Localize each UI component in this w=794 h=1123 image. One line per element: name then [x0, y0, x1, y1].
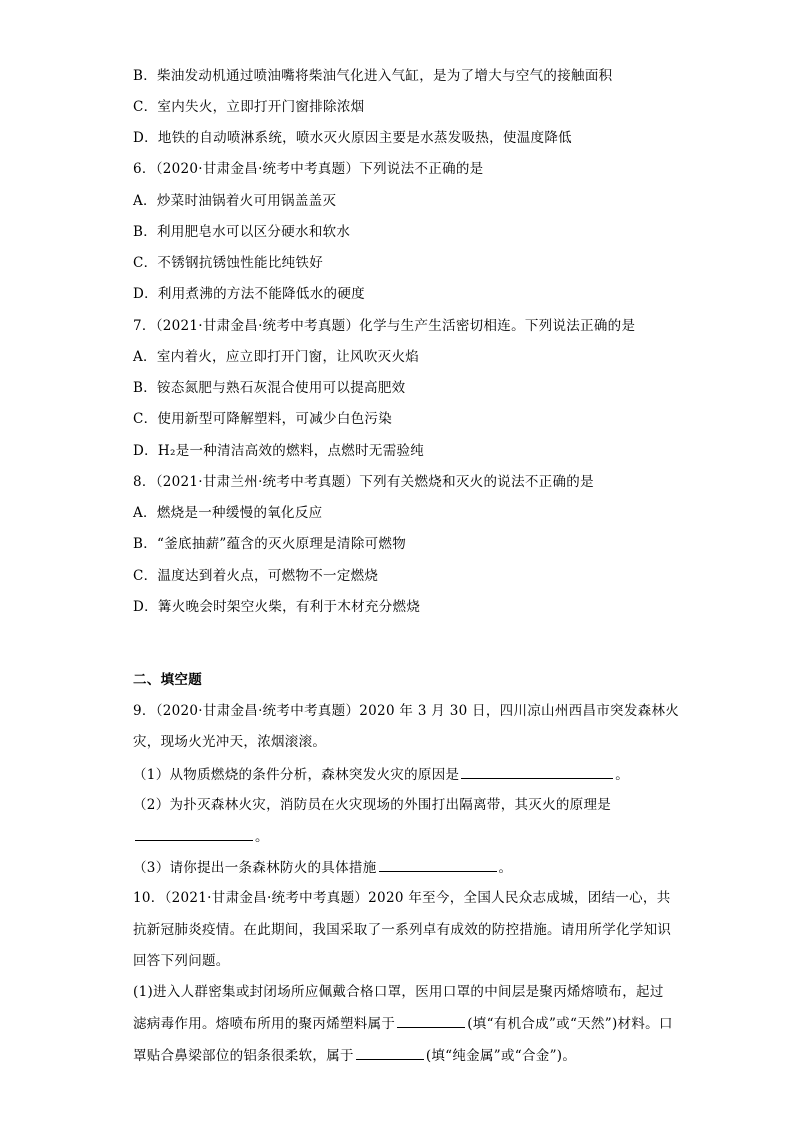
option-line: B．“釜底抽薪”蕴含的灭火原理是清除可燃物: [133, 536, 407, 552]
question-10-stem-line1: 10．（2021·甘肃金昌·统考中考真题）2020 年至今，全国人民众志成城，团结一心，共: [133, 890, 671, 906]
answer-blank[interactable]: [397, 1013, 465, 1028]
option-line: C．不锈钢抗锈蚀性能比纯铁好: [133, 255, 324, 271]
question-9-part1: [133, 764, 629, 785]
answer-blank[interactable]: [379, 857, 497, 872]
part1-hint: (填“有机合成”或“天然”)材料。口: [467, 1016, 673, 1032]
option-line: A．室内着火，应立即打开门窗，让风吹灭火焰: [133, 349, 420, 365]
question-10-stem-line3: 回答下列问题。: [133, 953, 230, 969]
option-line: D．地铁的自动喷淋系统，喷水灭火原因主要是水蒸发吸热，使温度降低: [133, 130, 572, 146]
option-line: D．H₂是一种清洁高效的燃料，点燃时无需验纯: [133, 443, 425, 459]
option-line: A．燃烧是一种缓慢的氧化反应: [133, 505, 323, 521]
option-line: C．使用新型可降解塑料，可减少白色污染: [133, 411, 393, 427]
option-line: C．室内失火，立即打开门窗排除浓烟: [133, 99, 365, 115]
question-9-part2: （2）为扑灭森林火灾，消防员在火灾现场的外围打出隔离带，其灭火的原理是: [133, 797, 612, 813]
part1-hint: (填“纯金属”或“合金”)。: [425, 1048, 577, 1064]
section-heading: 二、填空题: [133, 672, 202, 688]
option-line: C．温度达到着火点，可燃物不一定燃烧: [133, 568, 379, 584]
option-line: A．炒菜时油锅着火可用锅盖盖灭: [133, 193, 337, 209]
option-line: B．铵态氮肥与熟石灰混合使用可以提高肥效: [133, 380, 406, 396]
question-9-stem-line1: 9．（2020·甘肃金昌·统考中考真题）2020 年 3 月 30 日，四川凉山州西昌市突发森林火: [133, 703, 680, 719]
question-10-stem-line2: 抗新冠肺炎疫情。在此期间，我国采取了一系列卓有成效的防控措施。请用所学化学知识: [133, 922, 672, 938]
part1-text: 滤病毒作用。熔喷布所用的聚丙烯塑料属于: [133, 1016, 396, 1032]
option-line: B．利用肥皂水可以区分硬水和软水: [133, 224, 351, 240]
question-9-stem-line2: 灾，现场火光冲天，浓烟滚滚。: [133, 734, 327, 750]
part3-text: （3）请你提出一条森林防火的具体措施: [133, 860, 377, 876]
option-line: B．柴油发动机通过喷油嘴将柴油气化进入气缸，是为了增大与空气的接触面积: [133, 68, 613, 84]
question-9-part2-answer: [133, 826, 269, 847]
part1-end: 。: [615, 767, 630, 783]
part1-text: （1）从物质燃烧的条件分析，森林突发火灾的原因是: [133, 767, 460, 783]
question-10-part1-line3: [133, 1045, 576, 1066]
answer-blank[interactable]: [356, 1045, 424, 1060]
part3-end: 。: [498, 860, 513, 876]
question-8-stem: 8．（2021·甘肃兰州·统考中考真题）下列有关燃烧和灭火的说法不正确的是: [133, 474, 594, 490]
question-10-part1-line1: (1)进入人群密集或封闭场所应佩戴合格口罩，医用口罩的中间层是聚丙烯熔喷布，起过: [133, 984, 664, 1000]
option-line: D．利用煮沸的方法不能降低水的硬度: [133, 286, 365, 302]
question-6-stem: 6．（2020·甘肃金昌·统考中考真题）下列说法不正确的是: [133, 161, 484, 177]
answer-blank[interactable]: [461, 764, 613, 779]
question-9-part3: [133, 857, 512, 878]
option-line: D．篝火晚会时架空火柴，有利于木材充分燃烧: [133, 599, 421, 615]
part1-text: 罩贴合鼻梁部位的铝条很柔软，属于: [133, 1048, 354, 1064]
answer-blank[interactable]: [135, 826, 253, 841]
part2-end: 。: [255, 829, 269, 845]
question-10-part1-line2: [133, 1013, 673, 1034]
question-7-stem: 7．（2021·甘肃金昌·统考中考真题）化学与生产生活密切相连。下列说法正确的是: [133, 318, 636, 334]
